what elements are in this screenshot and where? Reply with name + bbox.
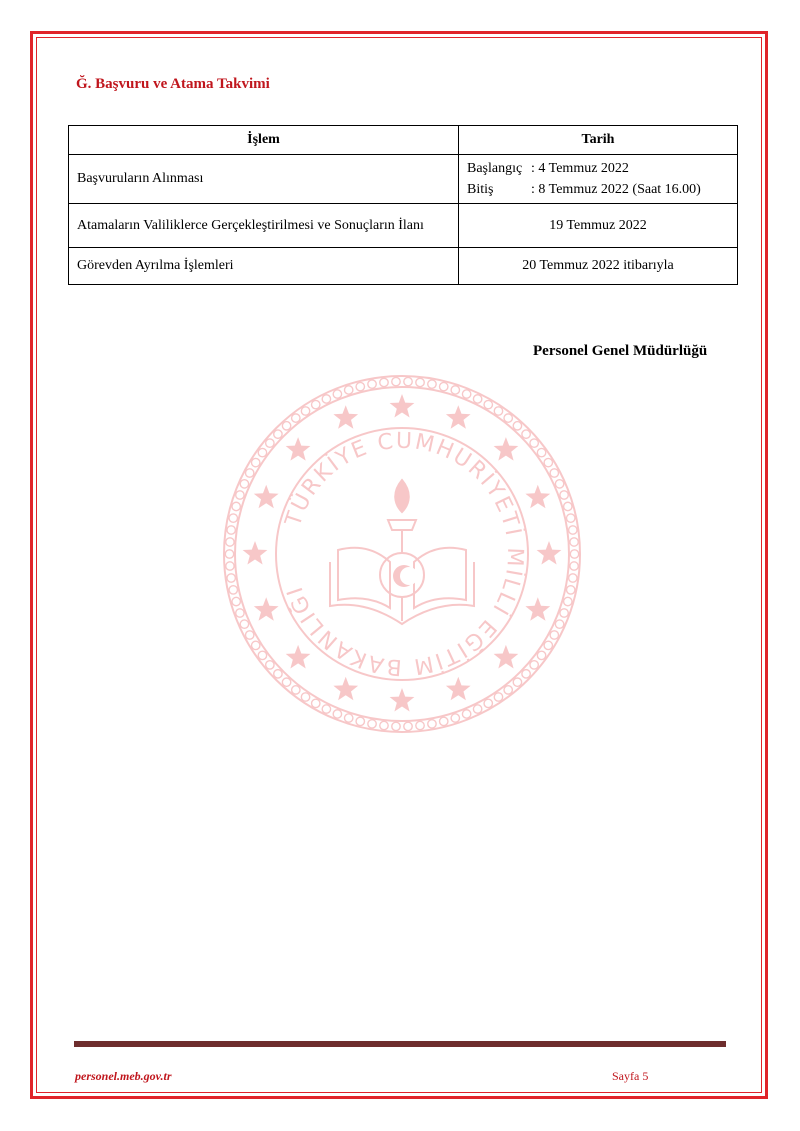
seal-rope-bead <box>274 430 282 438</box>
seal-rope-bead <box>344 714 352 722</box>
torch-book-emblem-icon <box>330 480 474 624</box>
seal-text: TÜRKİYE CUMHURİYETİ MİLLİ EĞİTİM BAKANLIĞI <box>281 428 528 680</box>
seal-rope-bead <box>569 574 577 582</box>
seal-rope-bead <box>416 378 424 386</box>
seal-rope-bead <box>236 491 244 499</box>
seal-rope-bead <box>570 562 578 570</box>
seal-rope-bead <box>232 502 240 510</box>
seal-rope-bead <box>240 480 248 488</box>
seal-rope-bead <box>560 609 568 617</box>
seal-rope-bead <box>462 710 470 718</box>
seal-rope-bead <box>564 502 572 510</box>
seal-rope-bead <box>530 661 538 669</box>
seal-rope-bead <box>392 377 400 385</box>
seal-rope-bead <box>473 705 481 713</box>
seal-rope-bead <box>229 514 237 522</box>
seal-rope-bead <box>227 526 235 534</box>
seal-rope-bead <box>240 620 248 628</box>
date-end <box>467 179 729 200</box>
seal-rope-bead <box>428 380 436 388</box>
star-icon <box>446 405 471 429</box>
seal-rope-bead <box>392 722 400 730</box>
seal-rope-bead <box>312 400 320 408</box>
table-row <box>69 248 738 285</box>
date-start-label: Başlangıç <box>467 161 523 176</box>
seal-rope-bead <box>252 458 260 466</box>
seal-rope-bead <box>226 538 234 546</box>
seal-rope-bead <box>258 651 266 659</box>
seal-rope-bead <box>344 386 352 394</box>
cell-islem: Görevden Ayrılma İşlemleri <box>69 248 459 285</box>
footer-url: personel.meb.gov.tr <box>75 1069 172 1083</box>
seal-rope-bead <box>530 439 538 447</box>
seal-rope-bead <box>484 400 492 408</box>
seal-rope-bead <box>236 609 244 617</box>
star-icon <box>286 645 311 669</box>
date-start <box>467 158 729 179</box>
seal-rope-bead <box>225 550 233 558</box>
seal-rope-bead <box>356 382 364 390</box>
seal-rope-bead <box>473 395 481 403</box>
seal-rope-bead <box>368 380 376 388</box>
seal-rope-bead <box>356 717 364 725</box>
signature: Personel Genel Müdürlüğü <box>533 343 708 359</box>
seal-rope-bead <box>301 693 309 701</box>
seal-rope-bead <box>226 562 234 570</box>
seal-rope-bead <box>292 414 300 422</box>
seal-rope-bead <box>274 670 282 678</box>
seal-rope-bead <box>266 661 274 669</box>
star-icon <box>390 394 415 418</box>
seal-rope-bead <box>252 641 260 649</box>
seal-rope-bead <box>451 714 459 722</box>
seal-rope-bead <box>484 699 492 707</box>
seal-rope-bead <box>368 720 376 728</box>
star-icon <box>390 688 415 712</box>
cell-islem: Atamaların Valiliklerce Gerçekleştirilmesi ve Sonuçların İlanı <box>69 204 459 248</box>
table-row <box>69 155 738 204</box>
seal-rope-bead <box>404 377 412 385</box>
seal-rope-bead <box>494 693 502 701</box>
date-end-value: : 8 Temmuz 2022 (Saat 16.00) <box>531 182 701 197</box>
star-icon <box>494 645 519 669</box>
table-header-row <box>69 126 738 155</box>
seal-rope-bead <box>504 686 512 694</box>
seal-rope-bead <box>245 631 253 639</box>
seal-rope-bead <box>550 631 558 639</box>
seal-rope-bead <box>567 586 575 594</box>
seal-rope-bead <box>301 407 309 415</box>
ministry-seal-watermark <box>218 370 586 738</box>
footer-rule <box>74 1041 726 1047</box>
seal-rope-bead <box>404 722 412 730</box>
date-end-label: Bitiş <box>467 182 494 197</box>
seal-rope-bead <box>451 386 459 394</box>
seal-rope-bead <box>292 686 300 694</box>
seal-rope-bead <box>462 390 470 398</box>
seal-rope-bead <box>555 620 563 628</box>
seal-rope-bead <box>440 717 448 725</box>
cell-islem: Başvuruların Alınması <box>69 155 459 204</box>
header-islem: İşlem <box>69 126 459 155</box>
seal-rope-bead <box>322 395 330 403</box>
seal-rope-bead <box>282 678 290 686</box>
star-icon <box>243 541 268 565</box>
seal-rope-bead <box>380 378 388 386</box>
seal-rope-bead <box>564 597 572 605</box>
footer-page-number: Sayfa 5 <box>612 1069 649 1083</box>
seal-rope-bead <box>513 422 521 430</box>
seal-rope-bead <box>569 526 577 534</box>
seal-rope-bead <box>567 514 575 522</box>
seal-rope-bead <box>570 550 578 558</box>
seal-rope-bead <box>560 491 568 499</box>
seal-rope-bead <box>550 469 558 477</box>
star-icon <box>286 437 311 461</box>
seal-rope-bead <box>440 382 448 390</box>
seal-rope-bead <box>333 710 341 718</box>
seal-rope-bead <box>232 597 240 605</box>
seal-rope-bead <box>282 422 290 430</box>
header-tarih: Tarih <box>459 126 738 155</box>
seal-rope-bead <box>494 407 502 415</box>
seal-rope-bead <box>312 699 320 707</box>
star-icon <box>525 485 550 509</box>
seal-rope-bead <box>245 469 253 477</box>
star-icon <box>525 597 550 621</box>
table-row <box>69 204 738 248</box>
seal-rope-bead <box>428 720 436 728</box>
seal-rope-bead <box>258 448 266 456</box>
star-icon <box>537 541 562 565</box>
star-icon <box>333 677 358 701</box>
seal-rope-bead <box>229 586 237 594</box>
schedule-table <box>68 125 738 285</box>
star-icon <box>446 677 471 701</box>
seal-rope-bead <box>266 439 274 447</box>
section-title: Ğ. Başvuru ve Atama Takvimi <box>76 76 270 92</box>
seal-rope-bead <box>570 538 578 546</box>
seal-rope-bead <box>333 390 341 398</box>
seal-rope-bead <box>322 705 330 713</box>
seal-rope-bead <box>513 678 521 686</box>
seal-rope-bead <box>537 448 545 456</box>
seal-rope-bead <box>537 651 545 659</box>
seal-rope-bead <box>555 480 563 488</box>
star-icon <box>254 597 279 621</box>
star-icon <box>494 437 519 461</box>
seal-rope-bead <box>380 721 388 729</box>
seal-rope-bead <box>544 458 552 466</box>
seal-rope-bead <box>227 574 235 582</box>
seal-rope-bead <box>504 414 512 422</box>
seal-rope-bead <box>522 670 530 678</box>
cell-tarih: 20 Temmuz 2022 itibarıyla <box>459 248 738 285</box>
seal-rope-bead <box>522 430 530 438</box>
cell-tarih <box>459 155 738 204</box>
seal-rope-bead <box>544 641 552 649</box>
star-icon <box>254 485 279 509</box>
star-icon <box>333 405 358 429</box>
seal-rope-bead <box>416 721 424 729</box>
cell-tarih: 19 Temmuz 2022 <box>459 204 738 248</box>
date-start-value: : 4 Temmuz 2022 <box>531 161 629 176</box>
